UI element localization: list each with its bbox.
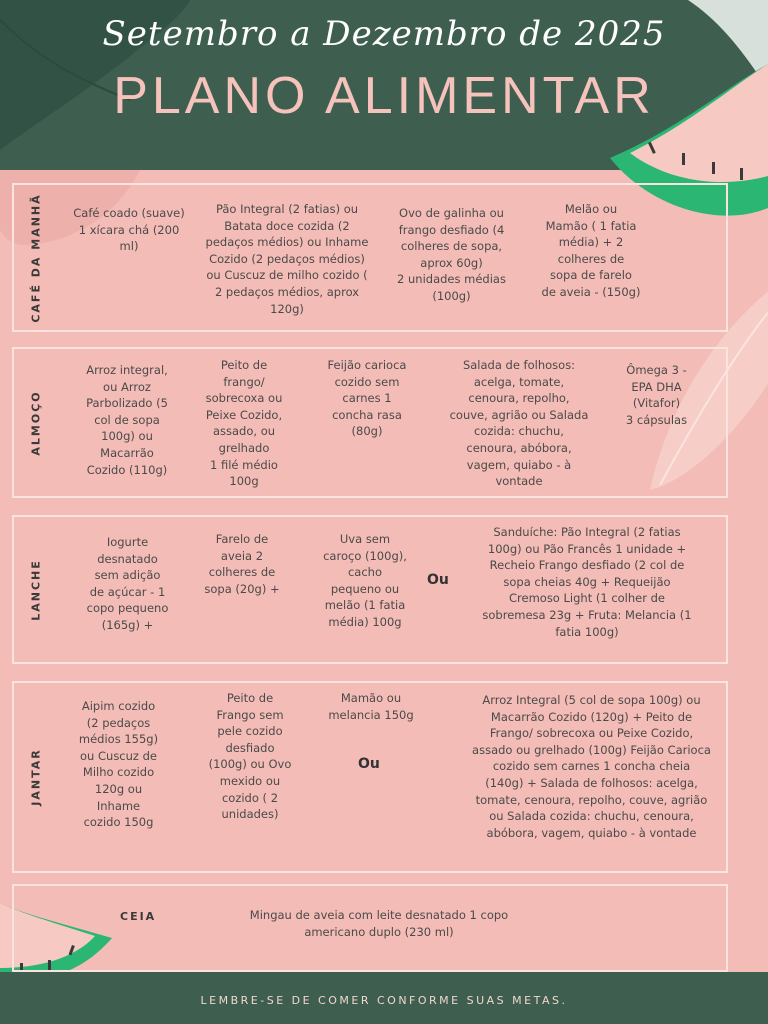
meal-label: CAFÉ DA MANHÃ [29,192,43,323]
or-separator: Ou [427,572,449,588]
meal-item: Melão ou Mamão ( 1 fatia média) + 2 colheres de sopa de farelo de aveia - (150g) [541,202,641,299]
meal-item: Iogurte desnatado sem adição de açúcar - 1 copo pequeno (165g) + [86,535,169,632]
meal-row-almoco [12,347,728,498]
page-title: PLANO ALIMENTAR [113,67,655,125]
footer-banner [0,972,768,1024]
page-subtitle: Setembro a Dezembro de 2025 [102,14,666,54]
or-separator: Ou [358,756,380,772]
meal-row-cafe-da-manha [12,183,728,332]
meal-row-ceia [12,884,728,972]
meal-item: Pão Integral (2 fatias) ou Batata doce cozida (2 pedaços médios) ou Inhame Cozido (2 pedaços médios) ou Cuscuz de milho cozido ( 2 pedaços médios, aprox 120g) [205,202,369,316]
footer-text: LEMBRE-SE DE COMER CONFORME SUAS METAS. [200,994,568,1007]
meal-label: JANTAR [29,748,43,806]
meal-item: Ômega 3 - EPA DHA (Vitafor) 3 cápsulas [625,363,688,427]
meal-label: ALMOÇO [29,389,43,456]
meal-item: Arroz integral, ou Arroz Parbolizado (5 col de sopa 100g) ou Macarrão Cozido (110g) [86,363,168,477]
meal-label: CEIA [120,910,157,923]
meal-item: Sanduíche: Pão Integral (2 fatias 100g) ou Pão Francês 1 unidade + Recheio Frango desfiado (2 col de sopa cheias 40g + Requeijão Cremoso Light (1 colher de sobremesa 23g + Fruta: Melancia (1 fatia 100g) [482,525,692,639]
meal-item: Uva sem caroço (100g), cacho pequeno ou melão (1 fatia média) 100g [323,532,407,629]
meal-item: Mamão ou melancia 150g [328,691,414,722]
meal-item: Farelo de aveia 2 colheres de sopa (20g) + [204,532,280,596]
meal-item: Peito de frango/ sobrecoxa ou Peixe Cozido, assado, ou grelhado 1 filé médio 100g [205,358,283,489]
meal-item: Café coado (suave) 1 xícara chá (200 ml) [73,206,185,254]
meal-row-lanche [12,515,728,664]
meal-item: Aipim cozido (2 pedaços médios 155g) ou Cuscuz de Milho cozido 120g ou Inhame cozido 150g [78,699,159,830]
meal-item: Arroz Integral (5 col de sopa 100g) ou Macarrão Cozido (120g) + Peito de Frango/ sobrecoxa ou Peixe Cozido, assado ou grelhado (100g) Feijão Carioca cozido sem carnes 1 concha cheia (140g) + Salada de folhosos: acelga, tomate, cenoura, repolho, couve, agrião ou Salada cozida: chuchu, cenoura, abóbora, vagem, quiabo - à vontade [472,693,711,840]
meal-item: Feijão carioca cozido sem carnes 1 concha rasa (80g) [327,358,407,439]
meal-row-jantar [12,681,728,873]
meal-item: Salada de folhosos: acelga, tomate, cenoura, repolho, couve, agrião ou Salada cozida: chuchu, cenoura, abóbora, vagem, quiabo - à vontade [449,358,589,489]
meal-item: Ovo de galinha ou frango desfiado (4 colheres de sopa, aprox 60g) 2 unidades médias (100g) [397,206,506,303]
meal-label: LANCHE [29,558,43,621]
meal-item: Mingau de aveia com leite desnatado 1 copo americano duplo (230 ml) [249,908,509,939]
meal-item: Peito de Frango sem pele cozido desfiado (100g) ou Ovo mexido ou cozido ( 2 unidades) [208,691,292,822]
